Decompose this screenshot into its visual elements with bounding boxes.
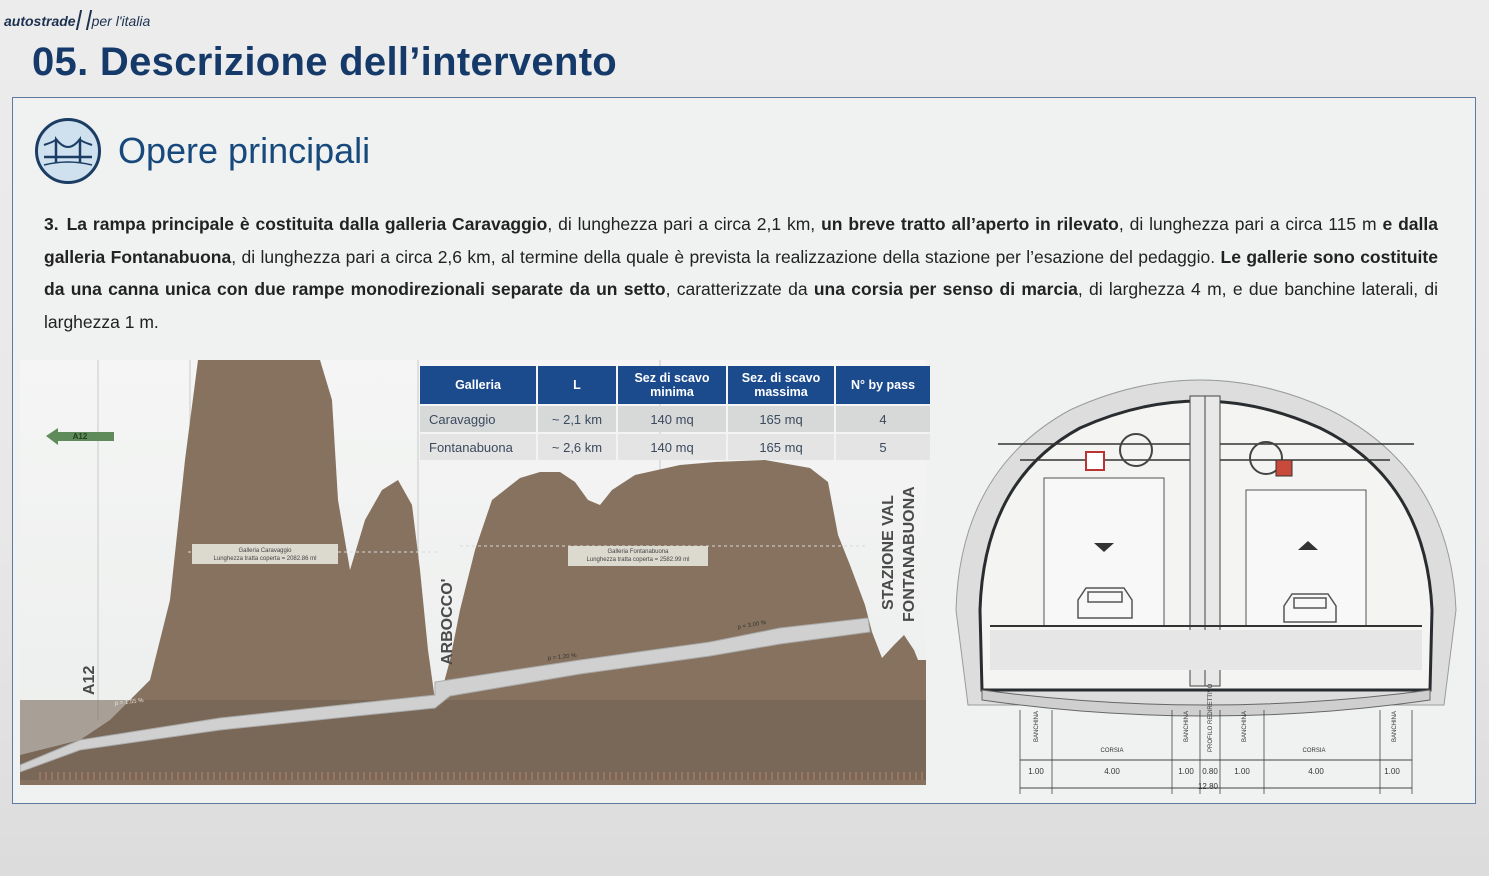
- zone-label: BANCHINA: [1242, 710, 1248, 742]
- table-cell: ~ 2,1 km: [538, 406, 616, 432]
- table-cell: Caravaggio: [420, 406, 536, 432]
- brand-name: autostrade: [4, 13, 76, 29]
- dimension-value: 0.80: [1202, 767, 1218, 776]
- section-title: Opere principali: [118, 130, 371, 171]
- station-val-label: STAZIONE VAL: [880, 495, 897, 610]
- dimension-value: 1.00: [1028, 767, 1044, 776]
- brand-suffix: per l'italia: [91, 13, 151, 29]
- zone-label: BANCHINA: [1034, 710, 1040, 742]
- paragraph-segment: , di lunghezza pari a circa 115 m: [1118, 214, 1383, 234]
- zone-label: PROFILO REDIRETTIVO: [1208, 683, 1214, 752]
- paragraph-segment: , di larghezza 4 m, e due banchine laterali, di larghezza 1 m.: [44, 279, 1439, 332]
- tunnel2-label-name: Galleria Fontanabuona: [607, 549, 669, 555]
- table-cell: 165 mq: [728, 406, 834, 432]
- table-cell: 165 mq: [728, 434, 834, 460]
- zone-label: CORSIA: [1302, 748, 1326, 754]
- tunnel1-label-name: Galleria Caravaggio: [238, 548, 292, 554]
- dimension-value: 4.00: [1104, 767, 1120, 776]
- table-row: [420, 434, 930, 460]
- paragraph-segment: e dalla galleria Fontanabuona: [44, 214, 1438, 267]
- total-dimension-value: 12.80: [1197, 782, 1219, 791]
- paragraph-segment: La rampa principale è costituita dalla galleria Caravaggio: [66, 214, 548, 234]
- description-paragraph: [44, 208, 1438, 338]
- paragraph-segment: , caratterizzate da: [665, 279, 814, 299]
- station-arbocco-label: ARBOCCO': [439, 578, 456, 665]
- table-header-sez-min: Sez di scavo minima: [618, 366, 726, 404]
- rock-base: [20, 700, 926, 780]
- slope-2-label: p = 1.20 %: [547, 653, 577, 662]
- lane-closed-sign-icon: [1086, 452, 1104, 470]
- brand-bars-icon: [75, 10, 91, 30]
- paragraph-segment: una corsia per senso di marcia: [813, 279, 1078, 299]
- zone-label: BANCHINA: [1184, 710, 1190, 742]
- paragraph-number: 3.: [44, 214, 59, 234]
- dimension-value: 1.00: [1178, 767, 1194, 776]
- table-header-sez-max: Sez. di scavo massima: [728, 366, 834, 404]
- table-header-galleria: Galleria: [420, 366, 536, 404]
- station-fontanabuona-label: FONTANABUONA: [901, 486, 918, 622]
- road-base: [990, 630, 1422, 670]
- bridge-icon: [35, 118, 101, 184]
- table-cell: ~ 2,6 km: [538, 434, 616, 460]
- page-title: 05. Descrizione dell’intervento: [32, 40, 618, 84]
- paragraph-segment: , di lunghezza pari a circa 2,1 km,: [547, 214, 822, 234]
- table-header-bypass: N° by pass: [836, 366, 930, 404]
- tunnel1-label-length: Lunghezza tratta coperta = 2082.86 ml: [213, 556, 317, 562]
- dimension-value: 1.00: [1384, 767, 1400, 776]
- table-row: [420, 406, 930, 432]
- right-traffic-gauge: [1246, 490, 1366, 626]
- table-cell: 4: [836, 406, 930, 432]
- table-cell: Fontanabuona: [420, 434, 536, 460]
- tunnel-table: [418, 364, 932, 462]
- zone-label: BANCHINA: [1392, 710, 1398, 742]
- dimension-value: 1.00: [1234, 767, 1250, 776]
- paragraph-segment: un breve tratto all’aperto in rilevato: [821, 214, 1119, 234]
- brand-logo: [4, 10, 150, 29]
- table-cell: 140 mq: [618, 434, 726, 460]
- table-header-l: L: [538, 366, 616, 404]
- table-cell: 140 mq: [618, 406, 726, 432]
- zone-label: CORSIA: [1100, 748, 1124, 754]
- dimension-value: 4.00: [1308, 767, 1324, 776]
- a12-arrow-label: A12: [72, 432, 88, 441]
- signal-sign-icon: [1276, 460, 1292, 476]
- table-cell: 5: [836, 434, 930, 460]
- slope-1-label: p = 1.55 %: [114, 698, 144, 707]
- paragraph-segment: Le gallerie sono costituite da una canna unica con due rampe monodirezionali separate da un setto: [44, 246, 1438, 299]
- paragraph-segment: , di lunghezza pari a circa 2,6 km, al termine della quale è prevista la realizzazione della stazione per l’esazione del pedaggio.: [231, 246, 1221, 267]
- paragraph-text: [44, 214, 1438, 332]
- slope-3-label: p = 3.00 %: [737, 620, 767, 631]
- tunnel-cross-section-diagram: [950, 360, 1465, 800]
- station-a12-label: A12: [81, 665, 98, 695]
- tunnel2-label-length: Lunghezza tratta coperta = 2582.99 ml: [586, 557, 690, 563]
